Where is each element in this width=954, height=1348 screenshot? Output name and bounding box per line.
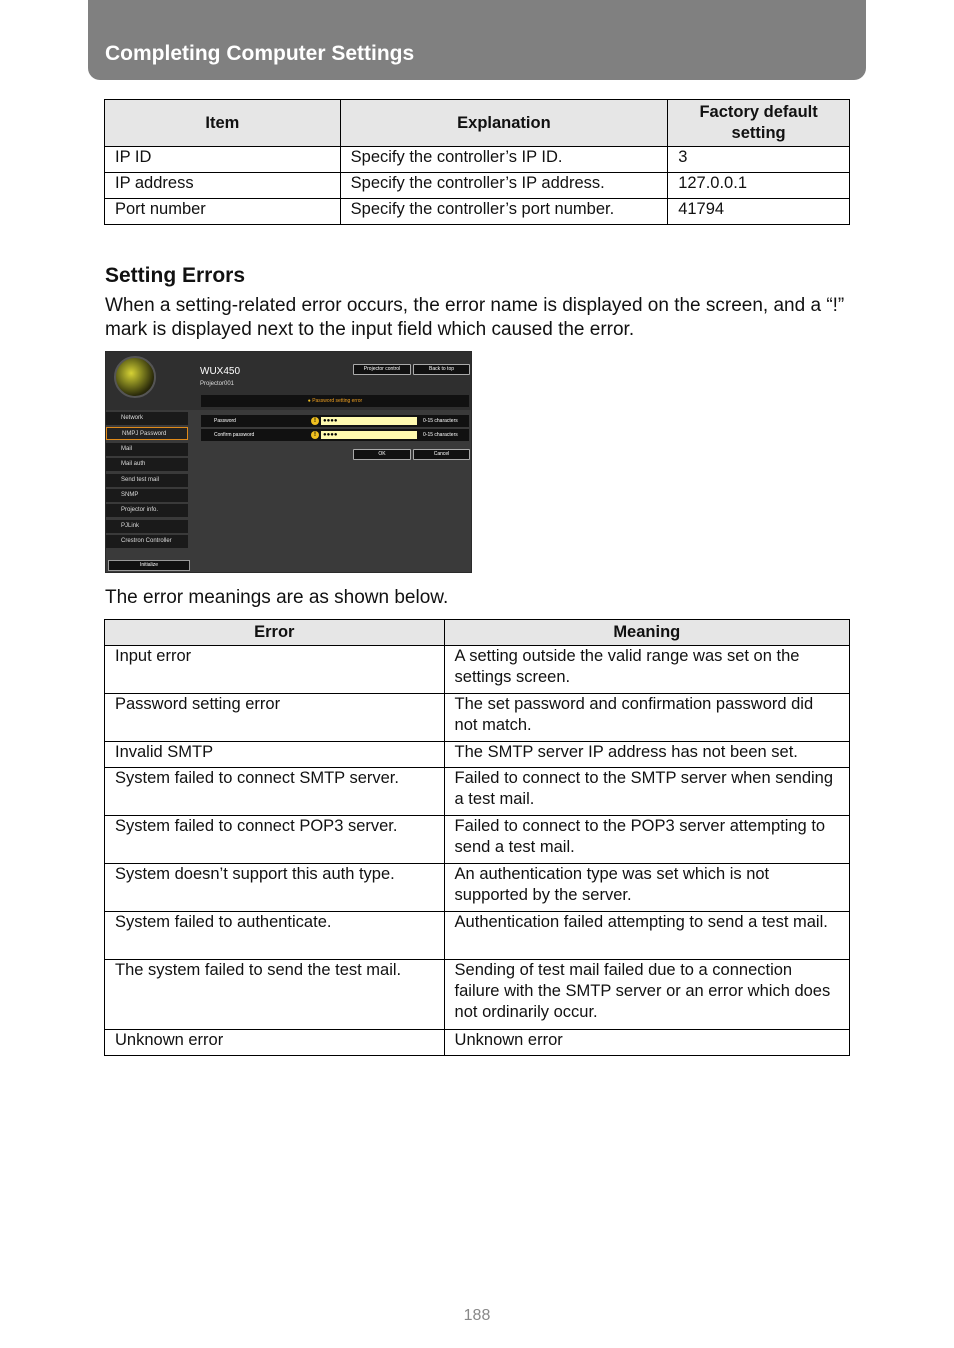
table-cell: The system failed to send the test mail. xyxy=(105,960,445,1030)
column-header: Factory default setting xyxy=(668,100,850,147)
column-header: Explanation xyxy=(340,100,668,147)
table-cell: 3 xyxy=(668,147,850,173)
table-cell: IP ID xyxy=(105,147,341,173)
sidebar-item-snmp[interactable]: SNMP xyxy=(106,489,188,502)
table-cell: A setting outside the valid range was set on the settings screen. xyxy=(444,646,849,694)
table-cell: Password setting error xyxy=(105,694,445,742)
table-row xyxy=(105,199,850,225)
sidebar-item-pjlink[interactable]: PJLink xyxy=(106,520,188,533)
initialize-button[interactable]: Initialize xyxy=(108,560,190,571)
table-header-row xyxy=(105,100,850,147)
confirm-password-input[interactable]: ●●●● xyxy=(321,431,417,439)
table-row xyxy=(105,816,850,864)
screenshot-sidebar xyxy=(106,412,188,551)
page-number: 188 xyxy=(463,1307,491,1324)
error-meanings-table xyxy=(104,619,850,1056)
table-row xyxy=(105,147,850,173)
table-cell: An authentication type was set which is not supported by the server. xyxy=(444,864,849,912)
exclamation-icon: ! xyxy=(311,431,319,439)
table-cell: IP address xyxy=(105,173,341,199)
field-hint: 0-15 characters xyxy=(423,418,458,424)
field-hint: 0-15 characters xyxy=(423,432,458,438)
warning-icon: ● xyxy=(307,398,311,404)
table-cell: Port number xyxy=(105,199,341,225)
error-message: Password setting error xyxy=(312,398,363,404)
table-cell: Input error xyxy=(105,646,445,694)
sidebar-item-send-test-mail[interactable]: Send test mail xyxy=(106,474,188,487)
table-cell: 41794 xyxy=(668,199,850,225)
password-field-row xyxy=(201,415,469,427)
table-row xyxy=(105,694,850,742)
field-label: Password xyxy=(214,418,236,424)
table-row xyxy=(105,960,850,1030)
sidebar-item-network[interactable]: Network xyxy=(106,412,188,425)
ok-button[interactable]: OK xyxy=(353,449,411,460)
table-cell: 127.0.0.1 xyxy=(668,173,850,199)
table-cell: Invalid SMTP xyxy=(105,742,445,768)
sidebar-item-projector-info[interactable]: Projector info. xyxy=(106,504,188,517)
sidebar-item-crestron-controller[interactable]: Crestron Controller xyxy=(106,535,188,548)
table-row xyxy=(105,173,850,199)
column-header: Item xyxy=(105,100,341,147)
table-cell: System failed to connect SMTP server. xyxy=(105,768,445,816)
table-row xyxy=(105,864,850,912)
table-cell: The set password and confirmation password did not match. xyxy=(444,694,849,742)
table-cell: Authentication failed attempting to send a test mail. xyxy=(444,912,849,960)
table-row xyxy=(105,912,850,960)
table-cell: Specify the controller’s port number. xyxy=(340,199,668,225)
password-input[interactable]: ●●●● xyxy=(321,417,417,425)
projector-control-button[interactable]: Projector control xyxy=(353,364,411,375)
projector-lens-icon xyxy=(114,356,156,398)
page-title: Completing Computer Settings xyxy=(105,42,415,65)
table-header-row xyxy=(105,620,850,646)
table-cell: Unknown error xyxy=(105,1030,445,1056)
section-title: Setting Errors xyxy=(105,264,246,287)
cancel-button[interactable]: Cancel xyxy=(413,449,470,460)
table-cell: Specify the controller’s IP ID. xyxy=(340,147,668,173)
table-cell: Unknown error xyxy=(444,1030,849,1056)
error-screenshot xyxy=(105,351,472,573)
project-name: Projector001 xyxy=(200,381,235,387)
table-cell: System doesn’t support this auth type. xyxy=(105,864,445,912)
table-cell: System failed to connect POP3 server. xyxy=(105,816,445,864)
table-cell: Sending of test mail failed due to a connection failure with the SMTP server or an error which does not ordinarily occur. xyxy=(444,960,849,1030)
intro-paragraph: When a setting-related error occurs, the error name is displayed on the screen, and a “!” mark is displayed next to the input field which caused the error. xyxy=(105,295,845,340)
table-cell: Failed to connect to the SMTP server when sending a test mail. xyxy=(444,768,849,816)
table-cell: The SMTP server IP address has not been set. xyxy=(444,742,849,768)
column-header: Meaning xyxy=(444,620,849,646)
back-to-top-button[interactable]: Back to top xyxy=(413,364,470,375)
table-cell: Specify the controller’s IP address. xyxy=(340,173,668,199)
column-header: Error xyxy=(105,620,445,646)
sidebar-item-mail[interactable]: Mail xyxy=(106,443,188,456)
table-cell: System failed to authenticate. xyxy=(105,912,445,960)
exclamation-icon: ! xyxy=(311,417,319,425)
settings-table xyxy=(104,99,850,225)
sidebar-item-mail-auth[interactable]: Mail auth xyxy=(106,458,188,471)
header-bar xyxy=(88,0,866,80)
confirm-password-field-row xyxy=(201,429,469,441)
model-name: WUX450 xyxy=(200,366,241,377)
table-row xyxy=(105,742,850,768)
table-row xyxy=(105,646,850,694)
error-message-bar xyxy=(201,395,469,407)
sidebar-item-nmpj-password[interactable]: NMPJ Password xyxy=(106,427,188,440)
field-label: Confirm password xyxy=(214,432,255,438)
table-cell: Failed to connect to the POP3 server attempting to send a test mail. xyxy=(444,816,849,864)
followup-paragraph: The error meanings are as shown below. xyxy=(105,587,449,608)
table-row xyxy=(105,1030,850,1056)
table-row xyxy=(105,768,850,816)
